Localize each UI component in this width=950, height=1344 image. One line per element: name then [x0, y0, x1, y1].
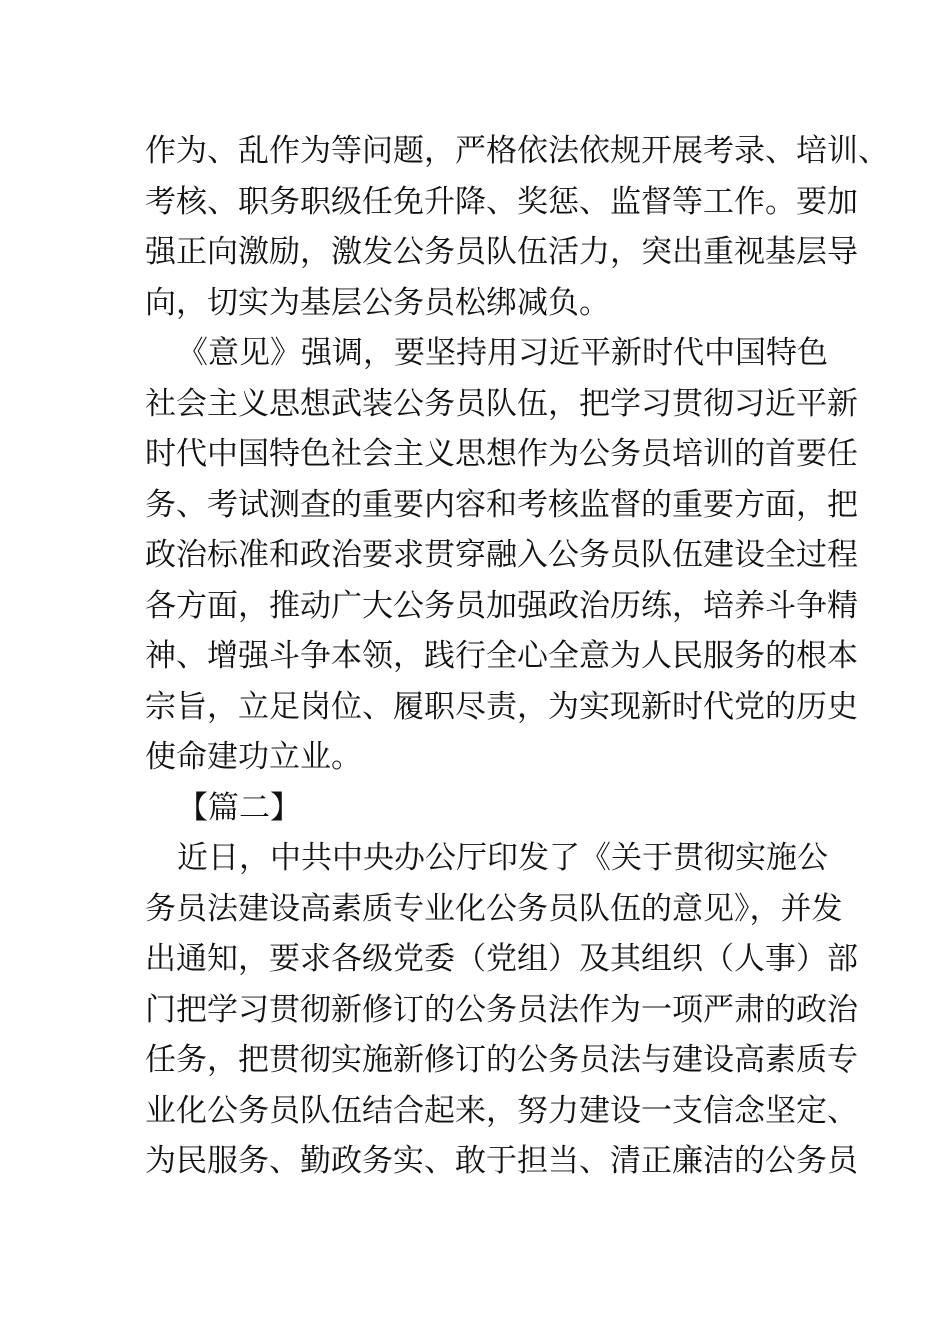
paragraph-3-line-6: 业化公务员队伍结合起来，努力建设一支信念坚定、	[145, 1092, 858, 1129]
paragraph-1-line-3: 强正向激励，激发公务员队伍活力，突出重视基层导	[145, 234, 858, 270]
paragraph-3-line-4: 门把学习贯彻新修订的公务员法作为一项严肃的政治	[145, 991, 858, 1028]
paragraph-2-line-5: 政治标准和政治要求贯穿融入公务员队伍建设全过程	[145, 537, 858, 573]
paragraph-3-line-7: 为民服务、勤政务实、敢于担当、清正廉洁的公务员	[145, 1143, 858, 1179]
paragraph-3-line-2: 务员法建设高素质专业化公务员队伍的意见》，并发	[145, 890, 843, 927]
paragraph-2-line-3: 时代中国特色社会主义思想作为公务员培训的首要任	[145, 436, 858, 472]
paragraph-2-line-4: 务、考试测查的重要内容和考核监督的重要方面，把	[145, 486, 858, 523]
paragraph-2-line-2: 社会主义思想武装公务员队伍，把学习贯彻习近平新	[145, 385, 858, 422]
paragraph-2-line-8: 宗旨，立足岗位、履职尽责，为实现新时代党的历史	[145, 688, 858, 725]
document-body	[145, 126, 889, 1187]
paragraph-2-line-9: 使命建功立业。	[145, 739, 362, 775]
section-heading: 【篇二】	[177, 789, 301, 826]
paragraph-2-line-6: 各方面，推动广大公务员加强政治历练，培养斗争精	[145, 587, 858, 624]
paragraph-1-line-4: 向，切实为基层公务员松绑减负。	[145, 284, 610, 321]
paragraph-3-line-1: 近日，中共中央办公厅印发了《关于贯彻实施公	[177, 840, 828, 876]
paragraph-2-line-7: 神、增强斗争本领，践行全心全意为人民服务的根本	[145, 638, 858, 674]
paragraph-1-line-2: 考核、职务职级任免升降、奖惩、监督等工作。要加	[145, 183, 858, 220]
paragraph-1-line-1: 作为、乱作为等问题，严格依法依规开展考录、培训、	[145, 133, 889, 169]
paragraph-2-line-1: 《意见》强调，要坚持用习近平新时代中国特色	[177, 335, 828, 371]
paragraph-3-line-3: 出通知，要求各级党委（党组）及其组织（人事）部	[145, 941, 858, 977]
paragraph-3-line-5: 任务，把贯彻实施新修订的公务员法与建设高素质专	[145, 1042, 858, 1078]
